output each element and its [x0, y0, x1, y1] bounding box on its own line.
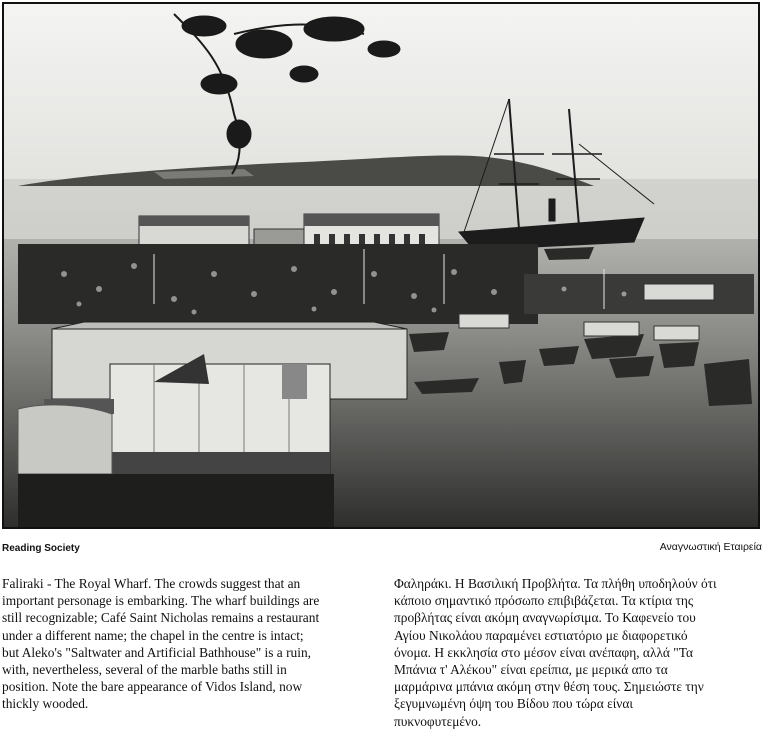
caption-line: προβλήτας είναι ακόμη αναγνωρίσιμα. Το Καφενείο του [394, 610, 696, 626]
caption-english [2, 575, 372, 713]
caption-line: κάποιο σημαντικό πρόσωπο επιβιβάζεται. Τα κτίρια της [394, 593, 694, 609]
caption-line: Αγίου Νικολάου παραμένει εστιατόριο με διαφορετικό [394, 627, 688, 643]
caption-line: thickly wooded. [2, 696, 89, 712]
caption-line: όνομα. Η εκκλησία στο μέσον είναι ανέπαφη, αλλά "Τα [394, 644, 694, 660]
caption-line: Μπάνια τ' Αλέκου" είναι ερείπια, με μερικά απο τα [394, 661, 668, 677]
caption-line: ξεγυμνωμένη όψη του Βίδου που τώρα είναι [394, 696, 633, 712]
caption-line: πυκνοφυτεμένο. [394, 713, 482, 729]
caption-line: position. Note the bare appearance of Vidos Island, now [2, 679, 303, 695]
caption-line: Φαληράκι. Η Βασιλική Προβλήτα. Τα πλήθη υποδηλούν ότι [394, 576, 717, 591]
historic-photograph [2, 2, 760, 529]
caption-line: μαρμάρινα μπάνια ακόμη στην θέση τους. Σημειώστε την [394, 679, 704, 695]
caption-line: important personage is embarking. The wharf buildings are [2, 593, 320, 609]
shore-rocks [18, 405, 112, 474]
caption-line: but Aleko's "Saltwater and Artificial Bathhouse" is a ruin, [2, 644, 311, 660]
caption-line: under a different name; the chapel in the centre is intact; [2, 627, 304, 643]
source-label-english: Reading Society [2, 543, 80, 554]
caption-line: still recognizable; Café Saint Nicholas remains a restaurant [2, 610, 320, 626]
caption-line: Faliraki - The Royal Wharf. The crowds suggest that an [2, 576, 301, 591]
photo-illustration [4, 4, 758, 527]
source-label-greek: Αναγνωστική Εταιρεία [659, 541, 762, 553]
caption-greek [394, 575, 764, 730]
caption-line: with, nevertheless, several of the marble baths still in [2, 661, 287, 677]
